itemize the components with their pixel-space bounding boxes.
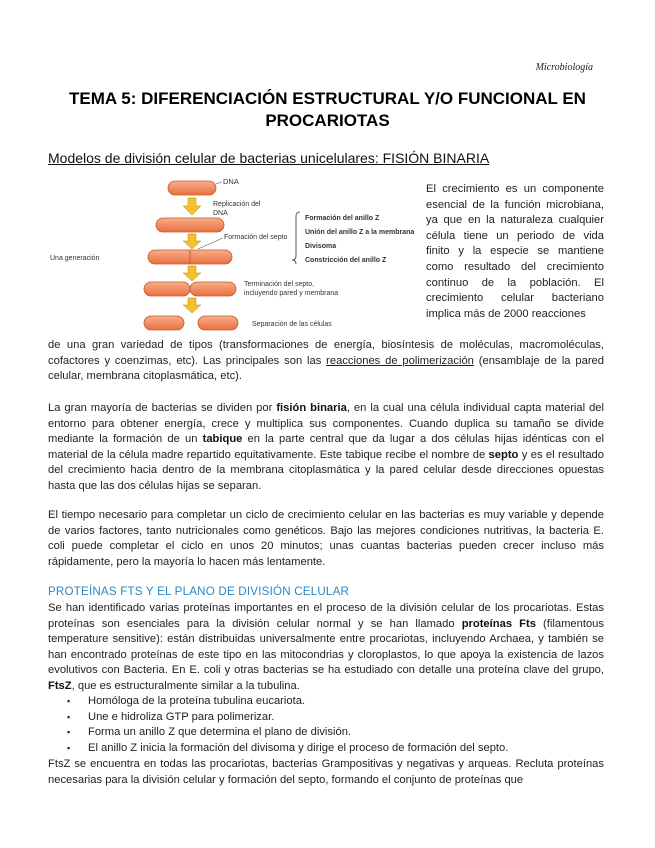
label-septum-end-1: Terminación del septo, xyxy=(244,281,315,288)
term-ftsz: FtsZ xyxy=(48,679,72,692)
ftsz-feature-list xyxy=(48,694,604,756)
section-heading-binary-fission: Modelos de división celular de bacterias unicelulares: FISIÓN BINARIA xyxy=(48,150,490,166)
list-item: ▪ Forma un anillo Z que determina el plano de división. xyxy=(48,725,604,741)
paragraph-ftsz-distribution: FtsZ se encuentra en todas las procariotas, bacterias Grampositivas y negativas y arqueas. Recluta proteínas necesarias para la división celular y formación del septo, formando el conjunto de proteínas que xyxy=(48,758,604,786)
label-ring-union: Unión del anillo Z a la membrana xyxy=(305,229,415,236)
label-septum-formation: Formación del septo xyxy=(224,234,288,241)
bracket xyxy=(292,212,300,264)
label-ring-constriction: Constricción del anillo Z xyxy=(305,257,387,264)
binary-fission-diagram xyxy=(48,174,423,336)
arrow-2 xyxy=(183,234,201,249)
label-one-generation: Una generación xyxy=(50,255,100,262)
para2-text-e: y es el resultado del crecimiento hacia dentro de la membrana citoplasmática y la pared celular desde direcciones opuestas hasta que las dos células hijas se separan. xyxy=(48,448,604,492)
label-divisome: Divisoma xyxy=(305,243,337,250)
para2-text-d: en la parte central que da lugar a dos células hijas idénticas con el material de la célula madre repartido equitativamente. Este tabique recibe el nombre de xyxy=(48,433,605,461)
list-item: ▪ Une e hidroliza GTP para polimerizar. xyxy=(48,710,604,726)
side-paragraph: El crecimiento es un componente esencial de la función microbiana, ya que en la naturaleza cualquier célula tiene un periodo de vida finito y la especie se mantiene como resultado del crecimiento continuo de la población. El crecimiento celular bacteriano implica más de 2000 reacciones xyxy=(426,183,604,320)
label-ring-formation: Formación del anillo Z xyxy=(305,215,380,222)
arrow-3 xyxy=(183,266,201,281)
term-fts-proteins: proteínas Fts xyxy=(461,617,536,630)
page-title xyxy=(48,88,607,132)
list-item: ▪ El anillo Z inicia la formación del divisoma y dirige el proceso de formación del septo. xyxy=(48,741,604,757)
fts-text-a: Se han identificado varias proteínas importantes en el proceso de la división celular de los procariotas. Estas proteínas son esenciales para la división celular normal y se han llamado xyxy=(48,602,604,630)
cell-stage-1 xyxy=(168,181,216,195)
term-septum: septo xyxy=(488,448,519,461)
section-heading-fts-proteins: PROTEÍNAS FTS Y EL PLANO DE DIVISIÓN CELULAR xyxy=(48,585,350,598)
term-septum-wall: tabique xyxy=(202,433,243,446)
title-line-1: TEMA 5: DIFERENCIACIÓN ESTRUCTURAL Y/O FUNCIONAL EN xyxy=(69,89,586,108)
list-item: ▪ Homóloga de la proteína tubulina eucariota. xyxy=(48,694,604,710)
para2-text-c: , en la cual una célula individual capta material del entorno para obtener energía, crece y multiplica sus componentes. Cuando duplica su tamaño se divide mediante la formación de un xyxy=(48,402,605,446)
title-line-2: PROCARIOTAS xyxy=(265,111,390,130)
fts-text-c: (filamentous temperature sensitive): están distribuidas universalmente entre procariotas, incluyendo Archaea, y también se han encontrado proteínas de este tipo en las mitocondrias y cloroplastos, lo que apoya la existencia de lazos evolutivos con Bacteria. En E. coli y otras bacterias se ha estudiado con detalle una proteína clave del grupo, xyxy=(48,617,604,677)
daughter-cell-left xyxy=(144,316,184,330)
paragraph-binary-fission xyxy=(48,401,604,495)
arrow-4 xyxy=(183,298,201,313)
cell-stage-4-left xyxy=(144,282,190,296)
course-header: Microbiología xyxy=(535,62,593,73)
polymerization-reactions-link: reacciones de polimerización xyxy=(326,354,474,367)
arrow-1 xyxy=(183,198,201,215)
paragraph-generation-time: El tiempo necesario para completar un ciclo de crecimiento celular en las bacterias es muy variable y depende de varios factores, tanto nutricionales como genéticos. Bajo las mejores condiciones nutritivas, la bacteria E. coli puede completar el ciclo en unos 20 minutos; unas cuantas bacterias pueden crecer incluso más rápidamente, pero la mayoría lo hacen más lentamente. xyxy=(48,509,604,568)
label-septum-end-2: incluyendo pared y membrana xyxy=(244,290,339,297)
cell-stage-2 xyxy=(156,218,224,232)
para1-text-b: (ensamblaje de la pared celular, membrana citoplasmática, etc). xyxy=(48,354,604,383)
cell-stage-4-right xyxy=(190,282,236,296)
para1-text-a: de una gran variedad de tipos (transformaciones de energía, biosíntesis de moléculas, macromoléculas, cofactores y coenzimas, etc). Las principales son las xyxy=(48,339,604,367)
fts-text-d: , que es estructuralmente similar a la tubulina. xyxy=(71,679,300,692)
label-replication-1: Replicación del xyxy=(213,201,261,208)
para2-text-a: La gran mayoría de bacterias se dividen por xyxy=(48,402,277,414)
label-replication-2: DNA xyxy=(213,210,228,217)
daughter-cell-right xyxy=(198,316,238,330)
label-dna: DNA xyxy=(223,177,239,186)
label-cell-separation: Separación de las células xyxy=(252,321,332,328)
paragraph-reactions xyxy=(48,338,604,385)
paragraph-fts-proteins xyxy=(48,601,604,695)
term-binary-fission: fisión binaria xyxy=(276,402,347,414)
